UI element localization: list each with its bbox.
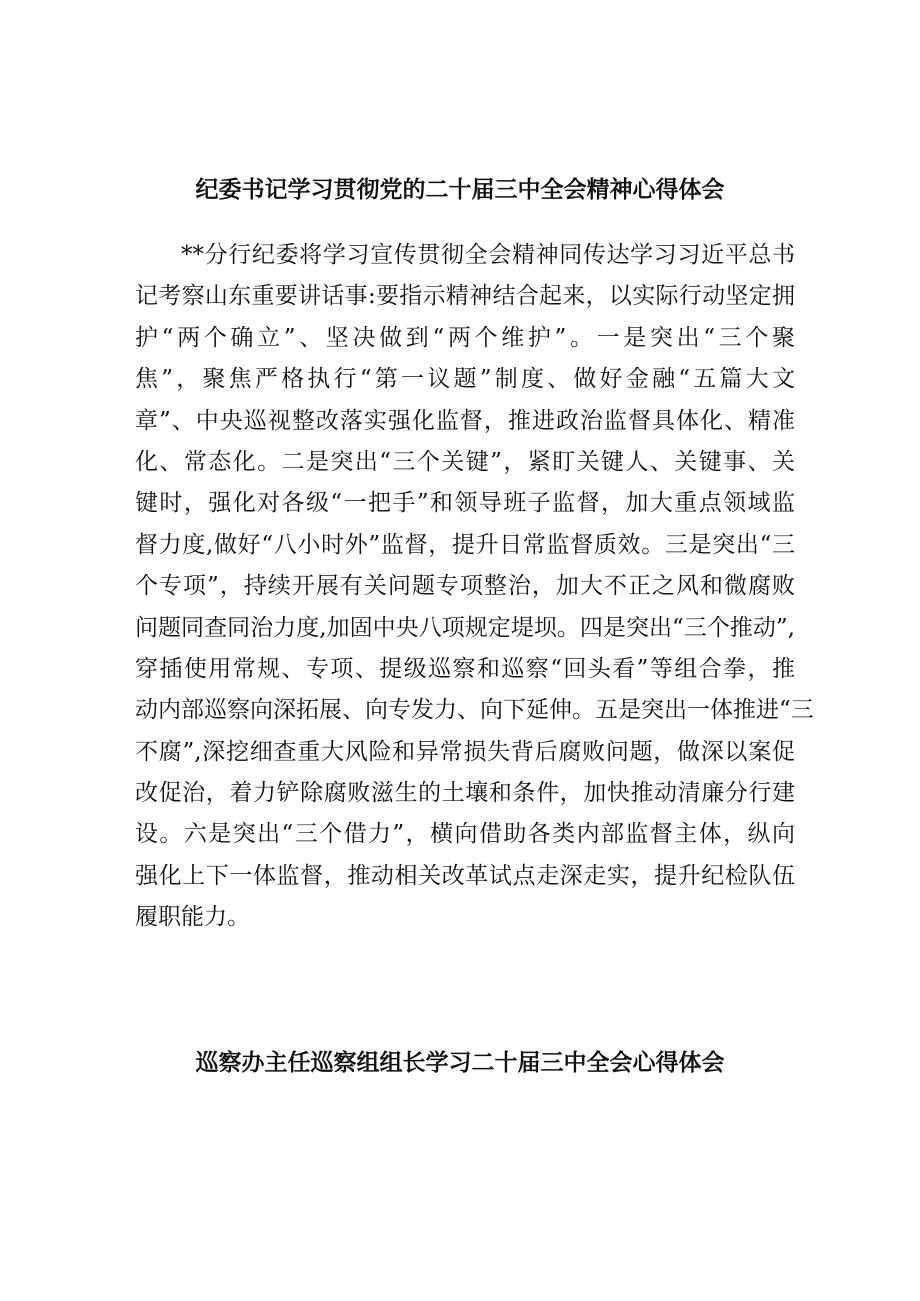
section-1-title: 纪委书记学习贯彻党的二十届三中全会精神心得体会 [195,176,725,203]
section-1-body [135,235,814,939]
body-line: 焦”，聚焦严格执行“第一议题”制度、做好金融“五篇大文 [135,366,795,393]
body-line: 督力度,做好“八小时外”监督，提升日常监督质效。三是突出“三 [135,531,795,558]
body-line: 改促治，着力铲除腐败滋生的土壤和条件，加快推动清廉分行建 [135,780,795,807]
body-line: 个专项”，持续开展有关问题专项整治，加大不正之风和微腐败 [135,573,795,600]
body-line: 强化上下一体监督，推动相关改革试点走深走实，提升纪检队伍 [135,862,795,889]
body-line: 问题同查同治力度,加固中央八项规定堤坝。四是突出“三个推动”, [135,614,795,641]
body-line: 记考察山东重要讲话事:要指示精神结合起来，以实际行动坚定拥 [135,283,795,310]
body-line: 设。六是突出“三个借力”，横向借助各类内部监督主体，纵向 [135,821,795,848]
body-line: 化、常态化。二是突出“三个关键”，紧盯关键人、关键事、关 [135,448,795,475]
body-line: 履职能力。 [135,904,250,931]
body-line: **分行纪委将学习宣传贯彻全会精神同传达学习习近平总书 [181,242,795,268]
section-2-title: 巡察办主任巡察组组长学习二十届三中全会心得体会 [195,1049,725,1076]
body-line: 护“两个确立”、坚决做到“两个维护”。一是突出“三个聚 [135,324,795,351]
body-line: 章”、中央巡视整改落实强化监督，推进政治监督具体化、精准 [135,407,795,434]
body-line: 动内部巡察向深拓展、向专发力、向下延伸。五是突出一体推进“三 [135,697,814,724]
body-line: 不腐”,深挖细查重大风险和异常损失背后腐败问题，做深以案促 [135,738,795,765]
body-line: 键时，强化对各级“一把手”和领导班子监督，加大重点领域监 [135,490,795,517]
body-line: 穿插使用常规、专项、提级巡察和巡察“回头看”等组合拳，推 [135,655,795,682]
